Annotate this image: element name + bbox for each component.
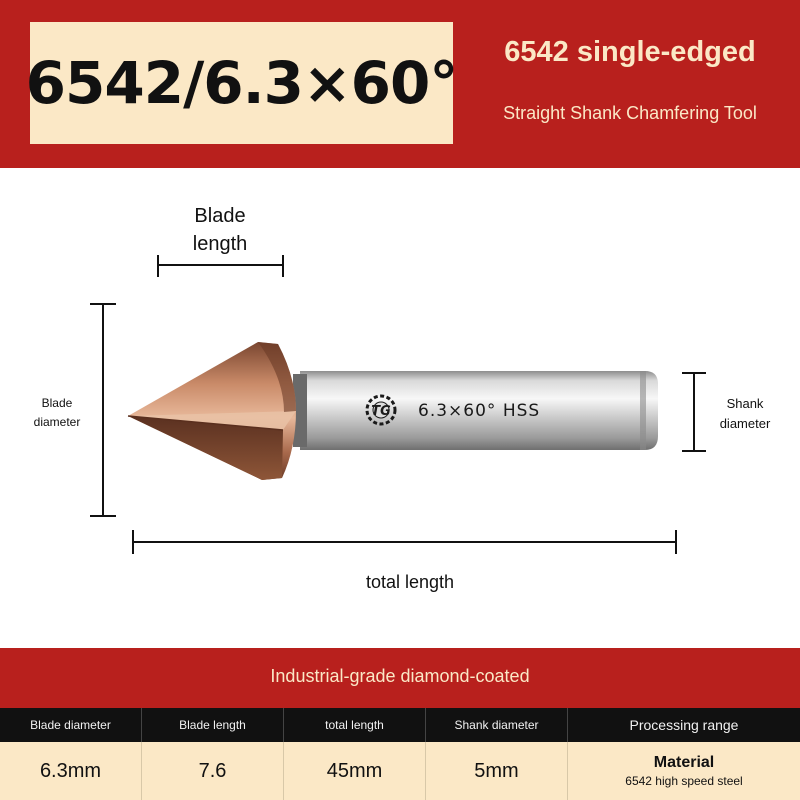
tool-cone-head bbox=[128, 342, 296, 480]
blade-length-dimension bbox=[158, 255, 283, 277]
total-length-dimension bbox=[133, 530, 676, 554]
header-blade-diameter: Blade diameter bbox=[0, 708, 142, 742]
value-blade-length: 7.6 bbox=[142, 742, 284, 800]
spec-table-header bbox=[0, 708, 800, 742]
shank-diameter-dimension bbox=[682, 373, 706, 451]
material-value: 6542 high speed steel bbox=[625, 774, 743, 788]
header-total-length: total length bbox=[284, 708, 426, 742]
engraving-text: 6.3×60° HSS bbox=[418, 401, 541, 421]
product-title: 6542 single-edged bbox=[504, 36, 756, 68]
value-material bbox=[568, 742, 800, 800]
model-badge bbox=[25, 22, 458, 144]
total-length-label: total length bbox=[365, 572, 455, 592]
header-band bbox=[0, 0, 800, 168]
spec-table-row bbox=[0, 742, 800, 800]
model-number: 6542/6.3×60° bbox=[25, 49, 458, 117]
blade-diameter-label: Blade diameter bbox=[33, 396, 81, 429]
value-total-length: 45mm bbox=[284, 742, 426, 800]
coating-banner-text: Industrial-grade diamond-coated bbox=[270, 666, 530, 686]
value-blade-diameter: 6.3mm bbox=[0, 742, 142, 800]
dimension-diagram bbox=[0, 168, 800, 648]
header-processing-range: Processing range bbox=[629, 716, 739, 733]
value-shank-diameter: 5mm bbox=[426, 742, 568, 800]
header-blade-length: Blade length bbox=[142, 708, 284, 742]
shank-diameter-label: Shank diameter bbox=[719, 396, 771, 431]
material-title: Material bbox=[653, 754, 715, 771]
product-subtitle: Straight Shank Chamfering Tool bbox=[503, 103, 757, 123]
blade-length-label: Blade length bbox=[192, 205, 248, 255]
header-shank-diameter: Shank diameter bbox=[426, 708, 568, 742]
logo-text: TG bbox=[371, 404, 391, 419]
coating-banner bbox=[0, 648, 800, 708]
